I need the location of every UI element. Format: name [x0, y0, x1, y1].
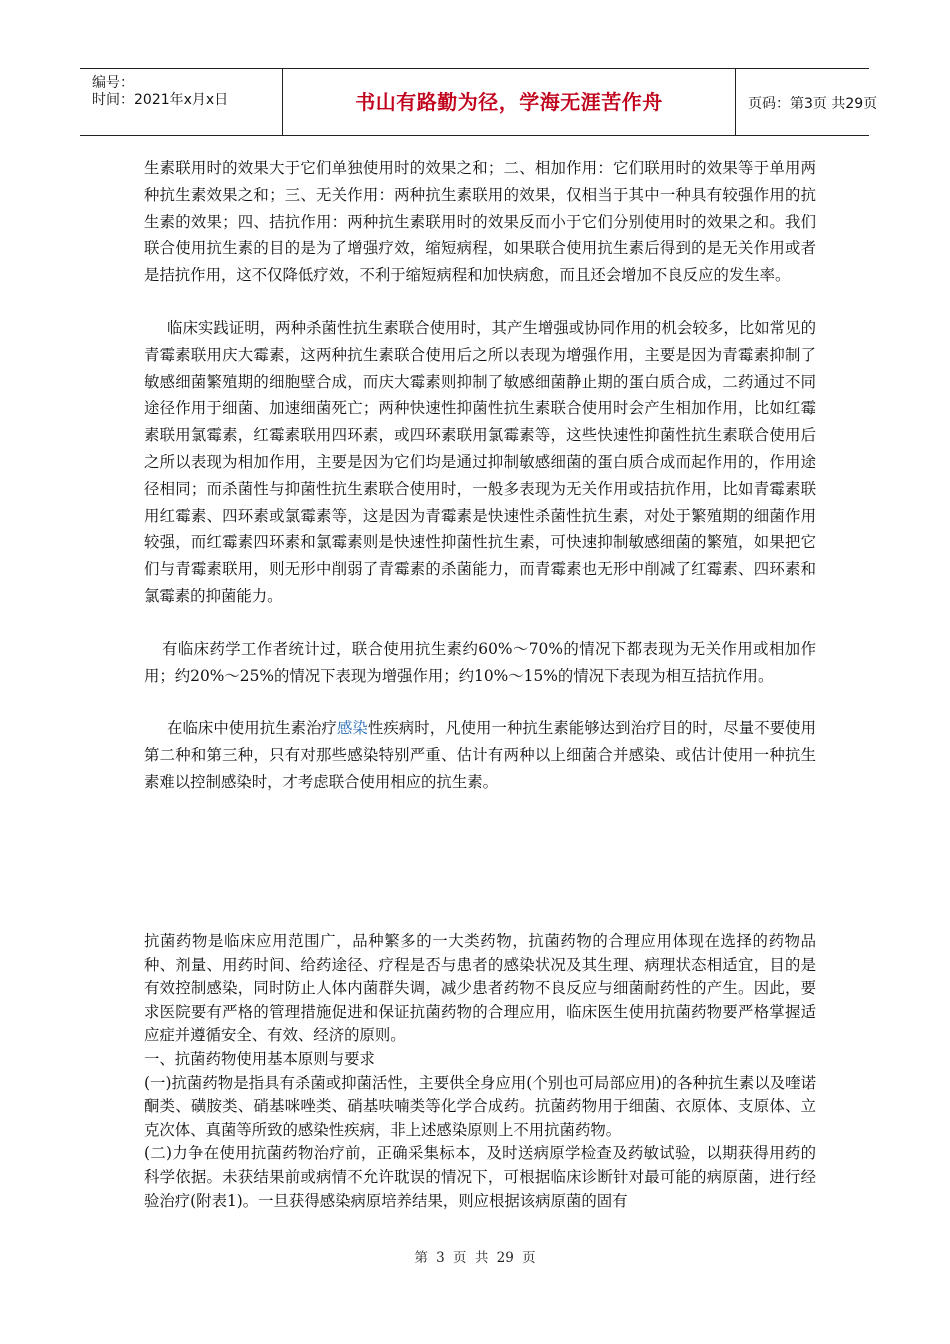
header-page-cell	[736, 69, 878, 135]
header-info-cell	[80, 69, 282, 135]
paragraph-text: 在临床中使用抗生素治疗	[167, 719, 337, 738]
paragraph: (一)抗菌药物是指具有杀菌或抑菌活性，主要供全身应用(个别也可局部应用)的各种抗生素以及喹诺酮类、磺胺类、硝基咪唑类、硝基呋喃类等化学合成药。抗菌药物用于细菌、衣原体、支原体、立克次体、真菌等所致的感染性疾病，非上述感染原则上不用抗菌药物。	[144, 1073, 816, 1139]
paragraph: 临床实践证明，两种杀菌性抗生素联合使用时，其产生增强或协同作用的机会较多，比如常见的青霉素联用庆大霉素，这两种抗生素联合使用后之所以表现为增强作用，主要是因为青霉素抑制了敏感细菌繁殖期的细胞壁合成，而庆大霉素则抑制了敏感细菌静止期的蛋白质合成，二药通过不同途径作用于细菌、加速细菌死亡；两种快速性抑菌性抗生素联合使用时会产生相加作用，比如红霉素联用氯霉素，红霉素联用四环素，或四环素联用氯霉素等，这些快速性抑菌性抗生素联合使用后之所以表现为相加作用，主要是因为它们均是通过抑制敏感细菌的蛋白质合成而起作用的，作用途径相同；而杀菌性与抑菌性抗生素联合使用时，一般多表现为无关作用或拮抗作用，比如青霉素联用红霉素、四环素或氯霉素等，这是因为青霉素是快速性杀菌性抗生素，对处于繁殖期的细菌作用较强，而红霉素四环素和氯霉素则是快速性抑菌性抗生素，可快速抑制敏感细菌的繁殖，如果把它们与青霉素联用，则无形中削弱了青霉素的杀菌能力，而青霉素也无形中削减了红霉素、四环素和氯霉素的抑菌能力。	[144, 318, 816, 605]
paragraph-text: 性疾病时，凡使用一种抗生素能够达到治疗目的时，尽量不要使用第二种和第三种，只有对那些感染特别严重、估计有两种以上细菌合并感染、或估计使用一种抗生素难以控制感染时，才考虑联合使用相应的抗生素。	[144, 719, 816, 791]
page-footer: 第 3 页 共 29 页	[414, 1250, 536, 1266]
paragraph: 有临床药学工作者统计过，联合使用抗生素约60%～70%的情况下都表现为无关作用或相加作用；约20%～25%的情况下表现为增强作用；约10%～15%的情况下表现为相互拮抗作用。	[144, 639, 816, 685]
section-heading: 一、抗菌药物使用基本原则与要求	[144, 1049, 375, 1068]
document-date-label: 时间：2021年x月x日	[92, 92, 229, 108]
paragraph: (二)力争在使用抗菌药物治疗前，正确采集标本，及时送病原学检查及药敏试验，以期获得用药的科学依据。未获结果前或病情不允许耽误的情况下，可根据临床诊断针对最可能的病原菌，进行经验治疗(附表1)。一旦获得感染病原培养结果，则应根据该病原菌的固有	[144, 1144, 816, 1210]
document-number-label: 编号：	[92, 75, 134, 91]
header-motto-cell	[282, 69, 736, 135]
infection-link[interactable]: 感染	[336, 719, 368, 738]
header-motto: 书山有路勤为径，学海无涯苦作舟	[355, 90, 663, 114]
main-body	[144, 155, 816, 796]
paragraph	[144, 715, 816, 795]
antibiotic-principles-section	[144, 930, 816, 1213]
header-page-number: 页码：第3页 共29页	[748, 96, 878, 112]
paragraph: 生素联用时的效果大于它们单独使用时的效果之和；二、相加作用：它们联用时的效果等于单用两种抗生素效果之和；三、无关作用：两种抗生素联用的效果，仅相当于其中一种具有较强作用的抗生素的效果；四、拮抗作用：两种抗生素联用时的效果反而小于它们分别使用时的效果之和。我们联合使用抗生素的目的是为了增强疗效，缩短病程，如果联合使用抗生素后得到的是无关作用或者是拮抗作用，这不仅降低疗效，不利于缩短病程和加快病愈，而且还会增加不良反应的发生率。	[144, 159, 816, 285]
page-header	[80, 68, 878, 136]
paragraph: 抗菌药物是临床应用范围广，品种繁多的一大类药物，抗菌药物的合理应用体现在选择的药物品种、剂量、用药时间、给药途径、疗程是否与患者的感染状况及其生理、病理状态相适宜，目的是有效控制感染，同时防止人体内菌群失调，减少患者药物不良反应与细菌耐药性的产生。因此，要求医院要有严格的管理措施促进和保证抗菌药物的合理应用，临床医生使用抗菌药物要严格掌握适应症并遵循安全、有效、经济的原则。	[144, 932, 816, 1045]
